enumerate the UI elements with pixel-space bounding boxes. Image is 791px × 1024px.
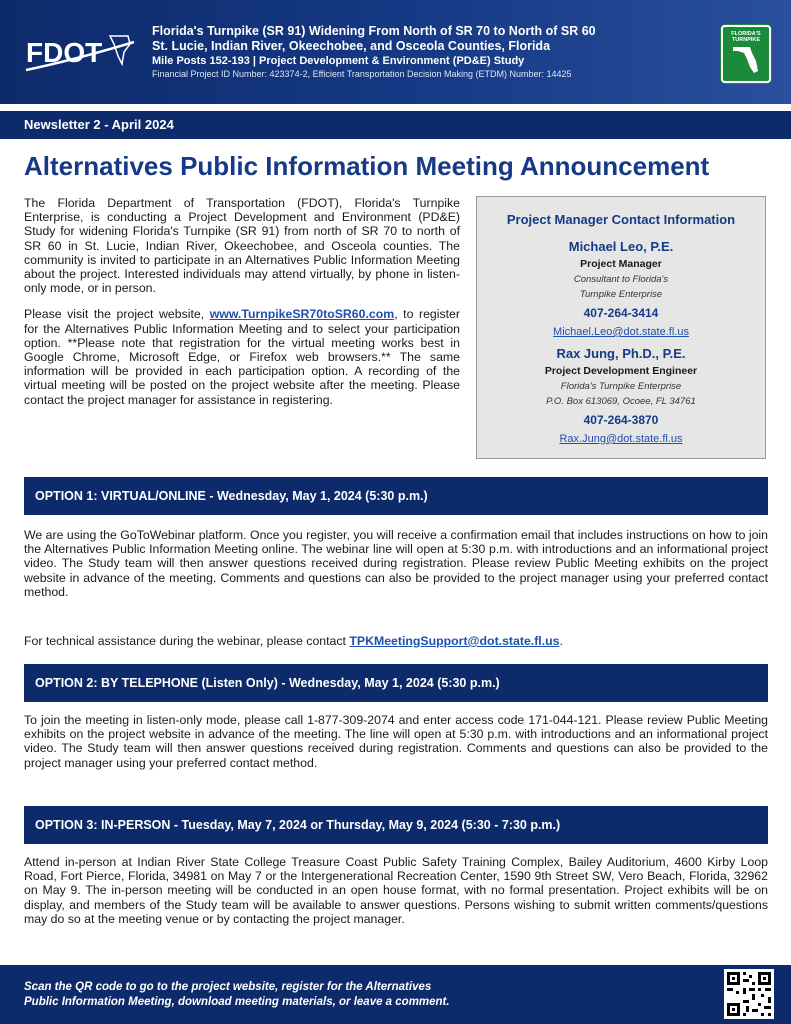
header-project-title: Florida's Turnpike (SR 91) Widening From North of SR 70 to North of SR 60 bbox=[152, 24, 596, 38]
contact-role: Project Manager bbox=[580, 258, 662, 270]
contact-name: Michael Leo, P.E. bbox=[568, 239, 674, 254]
fdot-logo-icon bbox=[24, 30, 136, 78]
header-project-ids: Financial Project ID Number: 423374-2, Efficient Transportation Decision Making (ETDM) Number: 14425 bbox=[152, 69, 572, 79]
option-1-body: We are using the GoToWebinar platform. Once you register, you will receive a confirmation email that includes instructions on how to join the Alternatives Public Information Meeting online. The webinar line will open at 5:30 p.m. with introductions and an informational project video. The Study team will then answer questions received during registration. Please review Public Meeting exhibits on the project website in advance of the meeting. Comments and questions can also be provided to the project manager using your preferred contact method. bbox=[24, 528, 768, 599]
page-header bbox=[0, 0, 791, 104]
contact-email-link[interactable]: Rax.Jung@dot.state.fl.us bbox=[559, 433, 683, 445]
intro-paragraph-1: The Florida Department of Transportation (FDOT), Florida's Turnpike Enterprise, is conducting a Project Development and Environment (PD&E) Study for widening Florida's Turnpike (SR 91) from north of SR 70 to north of SR 60 in St. Lucie, Indian River, Okeechobee, and Osceola counties. The community is invited to participate in an Alternatives Public Information Meeting about the project. Interested individuals may attend virtually, by phone in listen-only mode, or in person. bbox=[24, 196, 460, 296]
option-2-date: (Listen Only) - Wednesday, May 1, 2024 (5:30 p.m.) bbox=[198, 676, 500, 690]
contact-email-link[interactable]: Michael.Leo@dot.state.fl.us bbox=[553, 326, 689, 338]
fdot-logo-text: FDOT bbox=[26, 37, 103, 68]
florida-map-icon bbox=[732, 45, 760, 75]
intro-paragraph-2 bbox=[24, 307, 460, 406]
newsletter-label: Newsletter 2 - April 2024 bbox=[24, 117, 174, 132]
contact-info-box bbox=[476, 196, 766, 459]
footer-line-1: Scan the QR code to go to the project website, register for the Alternatives bbox=[24, 981, 432, 993]
contact-org: P.O. Box 613069, Ocoee, FL 34761 bbox=[546, 396, 696, 407]
contact-org: Florida's Turnpike Enterprise bbox=[560, 381, 682, 392]
qr-code-icon[interactable] bbox=[724, 969, 774, 1019]
option-2-body: To join the meeting in listen-only mode, please call 1-877-309-2074 and enter access code 171-044-121. Please review Public Meeting exhibits on the project website in advance of the meeting. The line will open at 5:30 p.m. with introductions and an informational project video. The Study team will then answer questions received during registration. Comments and questions can also be provided to the project manager using your preferred contact method. bbox=[24, 713, 768, 770]
support-before: For technical assistance during the webinar, please contact bbox=[24, 634, 350, 648]
contact-phone: 407-264-3870 bbox=[583, 413, 659, 427]
option-2-bar bbox=[24, 664, 768, 702]
footer-line-2: Public Information Meeting, download meeting materials, or leave a comment. bbox=[24, 996, 450, 1008]
contact-role: Project Development Engineer bbox=[544, 365, 698, 377]
header-counties: St. Lucie, Indian River, Okeechobee, and Osceola Counties, Florida bbox=[152, 39, 551, 53]
turnpike-badge-text: FLORIDA'S TURNPIKE bbox=[731, 31, 761, 43]
option-1-heading: OPTION 1: VIRTUAL/ONLINE bbox=[35, 489, 206, 503]
intro-text bbox=[24, 196, 460, 419]
header-text bbox=[152, 24, 596, 80]
option-1-support bbox=[24, 634, 768, 648]
contact-org: Consultant to Florida's bbox=[573, 274, 669, 285]
florida-turnpike-badge-icon bbox=[721, 25, 771, 83]
support-email-link[interactable]: TPKMeetingSupport@dot.state.fl.us bbox=[349, 634, 560, 648]
contact-org: Turnpike Enterprise bbox=[579, 289, 663, 300]
contact-box-title: Project Manager Contact Information bbox=[506, 212, 736, 227]
newsletter-bar bbox=[0, 111, 791, 139]
project-website-link[interactable]: www.TurnpikeSR70toSR60.com bbox=[209, 307, 395, 322]
option-1-date: - Wednesday, May 1, 2024 (5:30 p.m.) bbox=[205, 489, 428, 503]
support-after: . bbox=[559, 634, 563, 648]
intro-p2-after: , to register for the Alternatives Public Information Meeting and to select your participation option. **Please note that registration for the virtual meeting works best in Google Chrome, Microsoft Edge, or Firefox web browsers.** The same information will be provided in each participation option. A recording of the virtual meeting will be posted on the project website after the meeting. Please contact the project manager for assistance in registering. bbox=[24, 307, 460, 407]
option-3-date: - Tuesday, May 7, 2024 or Thursday, May 9, 2024 (5:30 - 7:30 p.m.) bbox=[170, 818, 561, 832]
option-3-heading: OPTION 3: IN-PERSON bbox=[35, 818, 171, 832]
intro-p2-before: Please visit the project website, bbox=[24, 307, 210, 322]
page-footer bbox=[0, 965, 791, 1024]
option-2-heading: OPTION 2: BY TELEPHONE bbox=[35, 676, 198, 690]
contact-phone: 407-264-3414 bbox=[583, 306, 659, 320]
header-mileposts: Mile Posts 152-193 | Project Development & Environment (PD&E) Study bbox=[152, 55, 525, 67]
option-3-body: Attend in-person at Indian River State College Treasure Coast Public Safety Training Complex, Bailey Auditorium, 4600 Kirby Loop Road, Fort Pierce, Florida, 34981 on May 7 or the Intergenerational Recreation Center, 1590 9th Street SW, Vero Beach, Florida, 32962 on May 9. The in-person meeting will be conducted in an open house format, with no formal presentation. Project exhibits will be on display, and members of the Study team will be available to answer questions. Persons wishing to submit written comments/questions may do so at the meeting venue or by contacting the project manager. bbox=[24, 855, 768, 926]
footer-text bbox=[24, 980, 450, 1010]
option-1-bar bbox=[24, 477, 768, 515]
option-3-bar bbox=[24, 806, 768, 844]
page-title: Alternatives Public Information Meeting Announcement bbox=[24, 151, 710, 181]
contact-name: Rax Jung, Ph.D., P.E. bbox=[556, 346, 686, 361]
